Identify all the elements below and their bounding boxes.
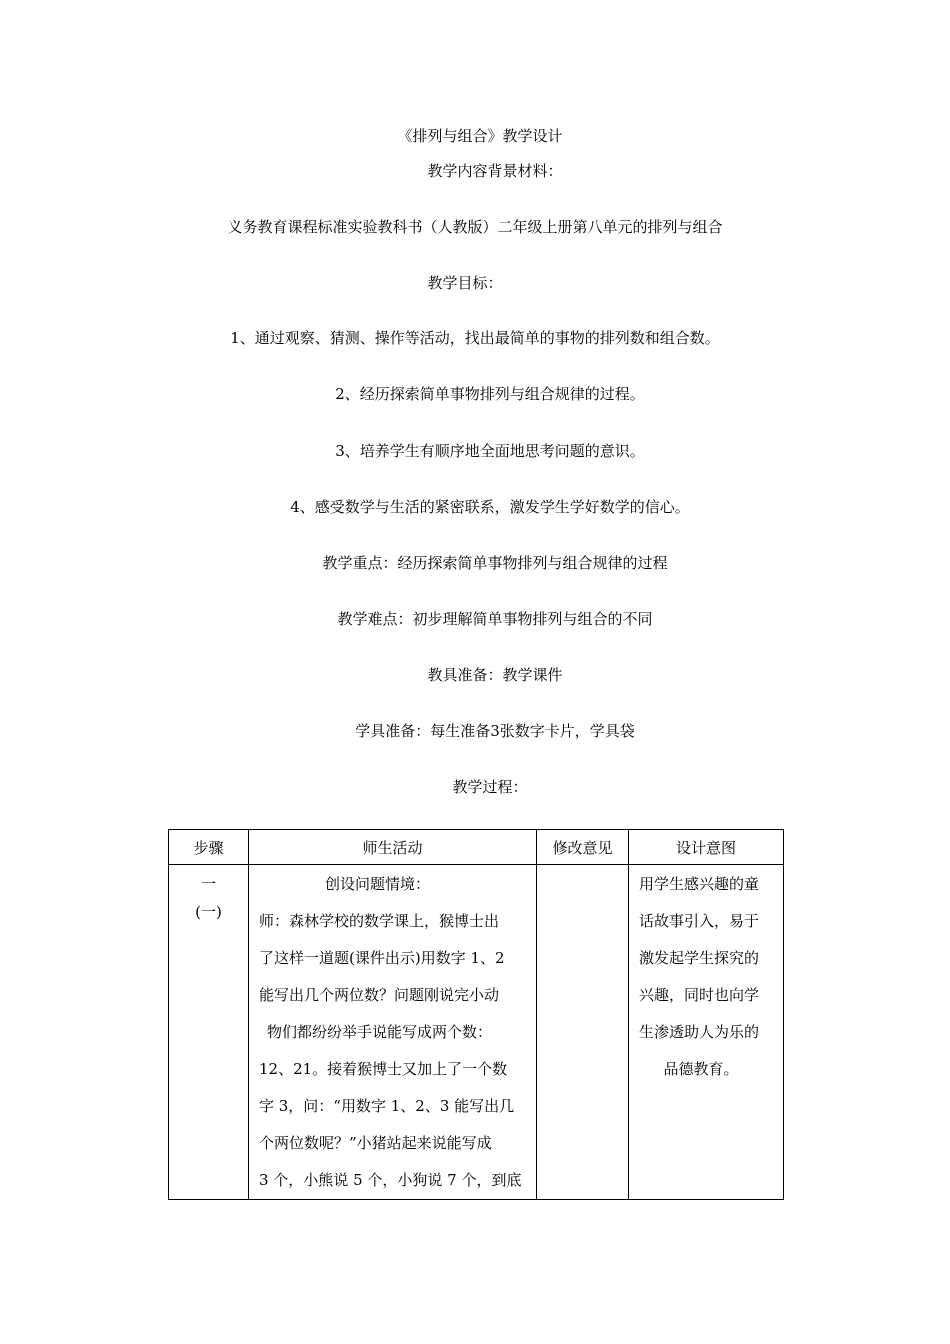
header-intent: 设计意图 [629,830,784,865]
intent-line: 话故事引入，易于 [639,912,760,930]
goal-item: 2、经历探索简单事物排列与组合规律的过程。 [335,385,645,403]
intent-line: 兴趣，同时也向学 [639,986,760,1004]
background-heading: 教学内容背景材料： [427,162,563,180]
step-cell [169,865,249,1200]
student-prep: 学具准备：每生准备3张数字卡片，学具袋 [355,722,635,740]
process-heading: 教学过程： [452,778,528,796]
revision-cell [537,865,629,1200]
table-row [169,865,784,1200]
background-text: 义务教育课程标准实验教科书（人教版）二年级上册第八单元的排列与组合 [227,218,723,236]
difficulty: 教学难点：初步理解简单事物排列与组合的不同 [337,610,653,628]
activity-line: 12、21。接着猴博士又加上了一个数 [259,1060,508,1078]
activity-line: 师：森林学校的数学课上，猴博士出 [259,912,500,930]
activity-line: 了这样一道题(课件出示)用数字 1、2 [259,949,505,967]
goal-item: 3、培养学生有顺序地全面地思考问题的意识。 [335,442,645,460]
intent-line: 激发起学生探究的 [639,949,760,967]
activity-line: 能写出几个两位数？问题刚说完小动 [259,986,500,1004]
activity-line: 个两位数呢？”小猪站起来说能写成 [259,1134,492,1152]
step-sub: (一) [195,903,222,921]
table-header-row [169,830,784,865]
header-revision: 修改意见 [537,830,629,865]
goals-heading: 教学目标： [427,274,503,292]
intent-line: 用学生感兴趣的童 [639,875,760,893]
activity-line: 字 3，问：“用数字 1、2、3 能写出几 [259,1097,515,1115]
document-title: 《排列与组合》教学设计 [397,127,563,145]
key-point: 教学重点：经历探索简单事物排列与组合规律的过程 [322,554,668,572]
step-number: 一 [200,875,216,893]
header-activity [249,830,537,865]
lesson-table [168,829,784,1200]
activity-line: 物们都纷纷举手说能写成两个数： [267,1023,493,1041]
goal-item: 4、感受数学与生活的紧密联系，激发学生学好数学的信心。 [290,498,690,516]
activity-line: 创设问题情境： [324,875,430,893]
header-activity-label: 师生活动 [362,838,423,857]
goal-item: 1、通过观察、猜测、操作等活动，找出最简单的事物的排列数和组合数。 [230,329,720,347]
intent-line: 生渗透助人为乐的 [639,1023,760,1041]
activity-line: 3 个，小熊说 5 个，小狗说 7 个，到底 [259,1171,522,1189]
intent-line: 品德教育。 [663,1060,739,1078]
header-step: 步骤 [169,830,249,865]
teacher-prep: 教具准备：教学课件 [427,666,563,684]
activity-cell [249,865,537,1200]
intent-cell [629,865,784,1200]
